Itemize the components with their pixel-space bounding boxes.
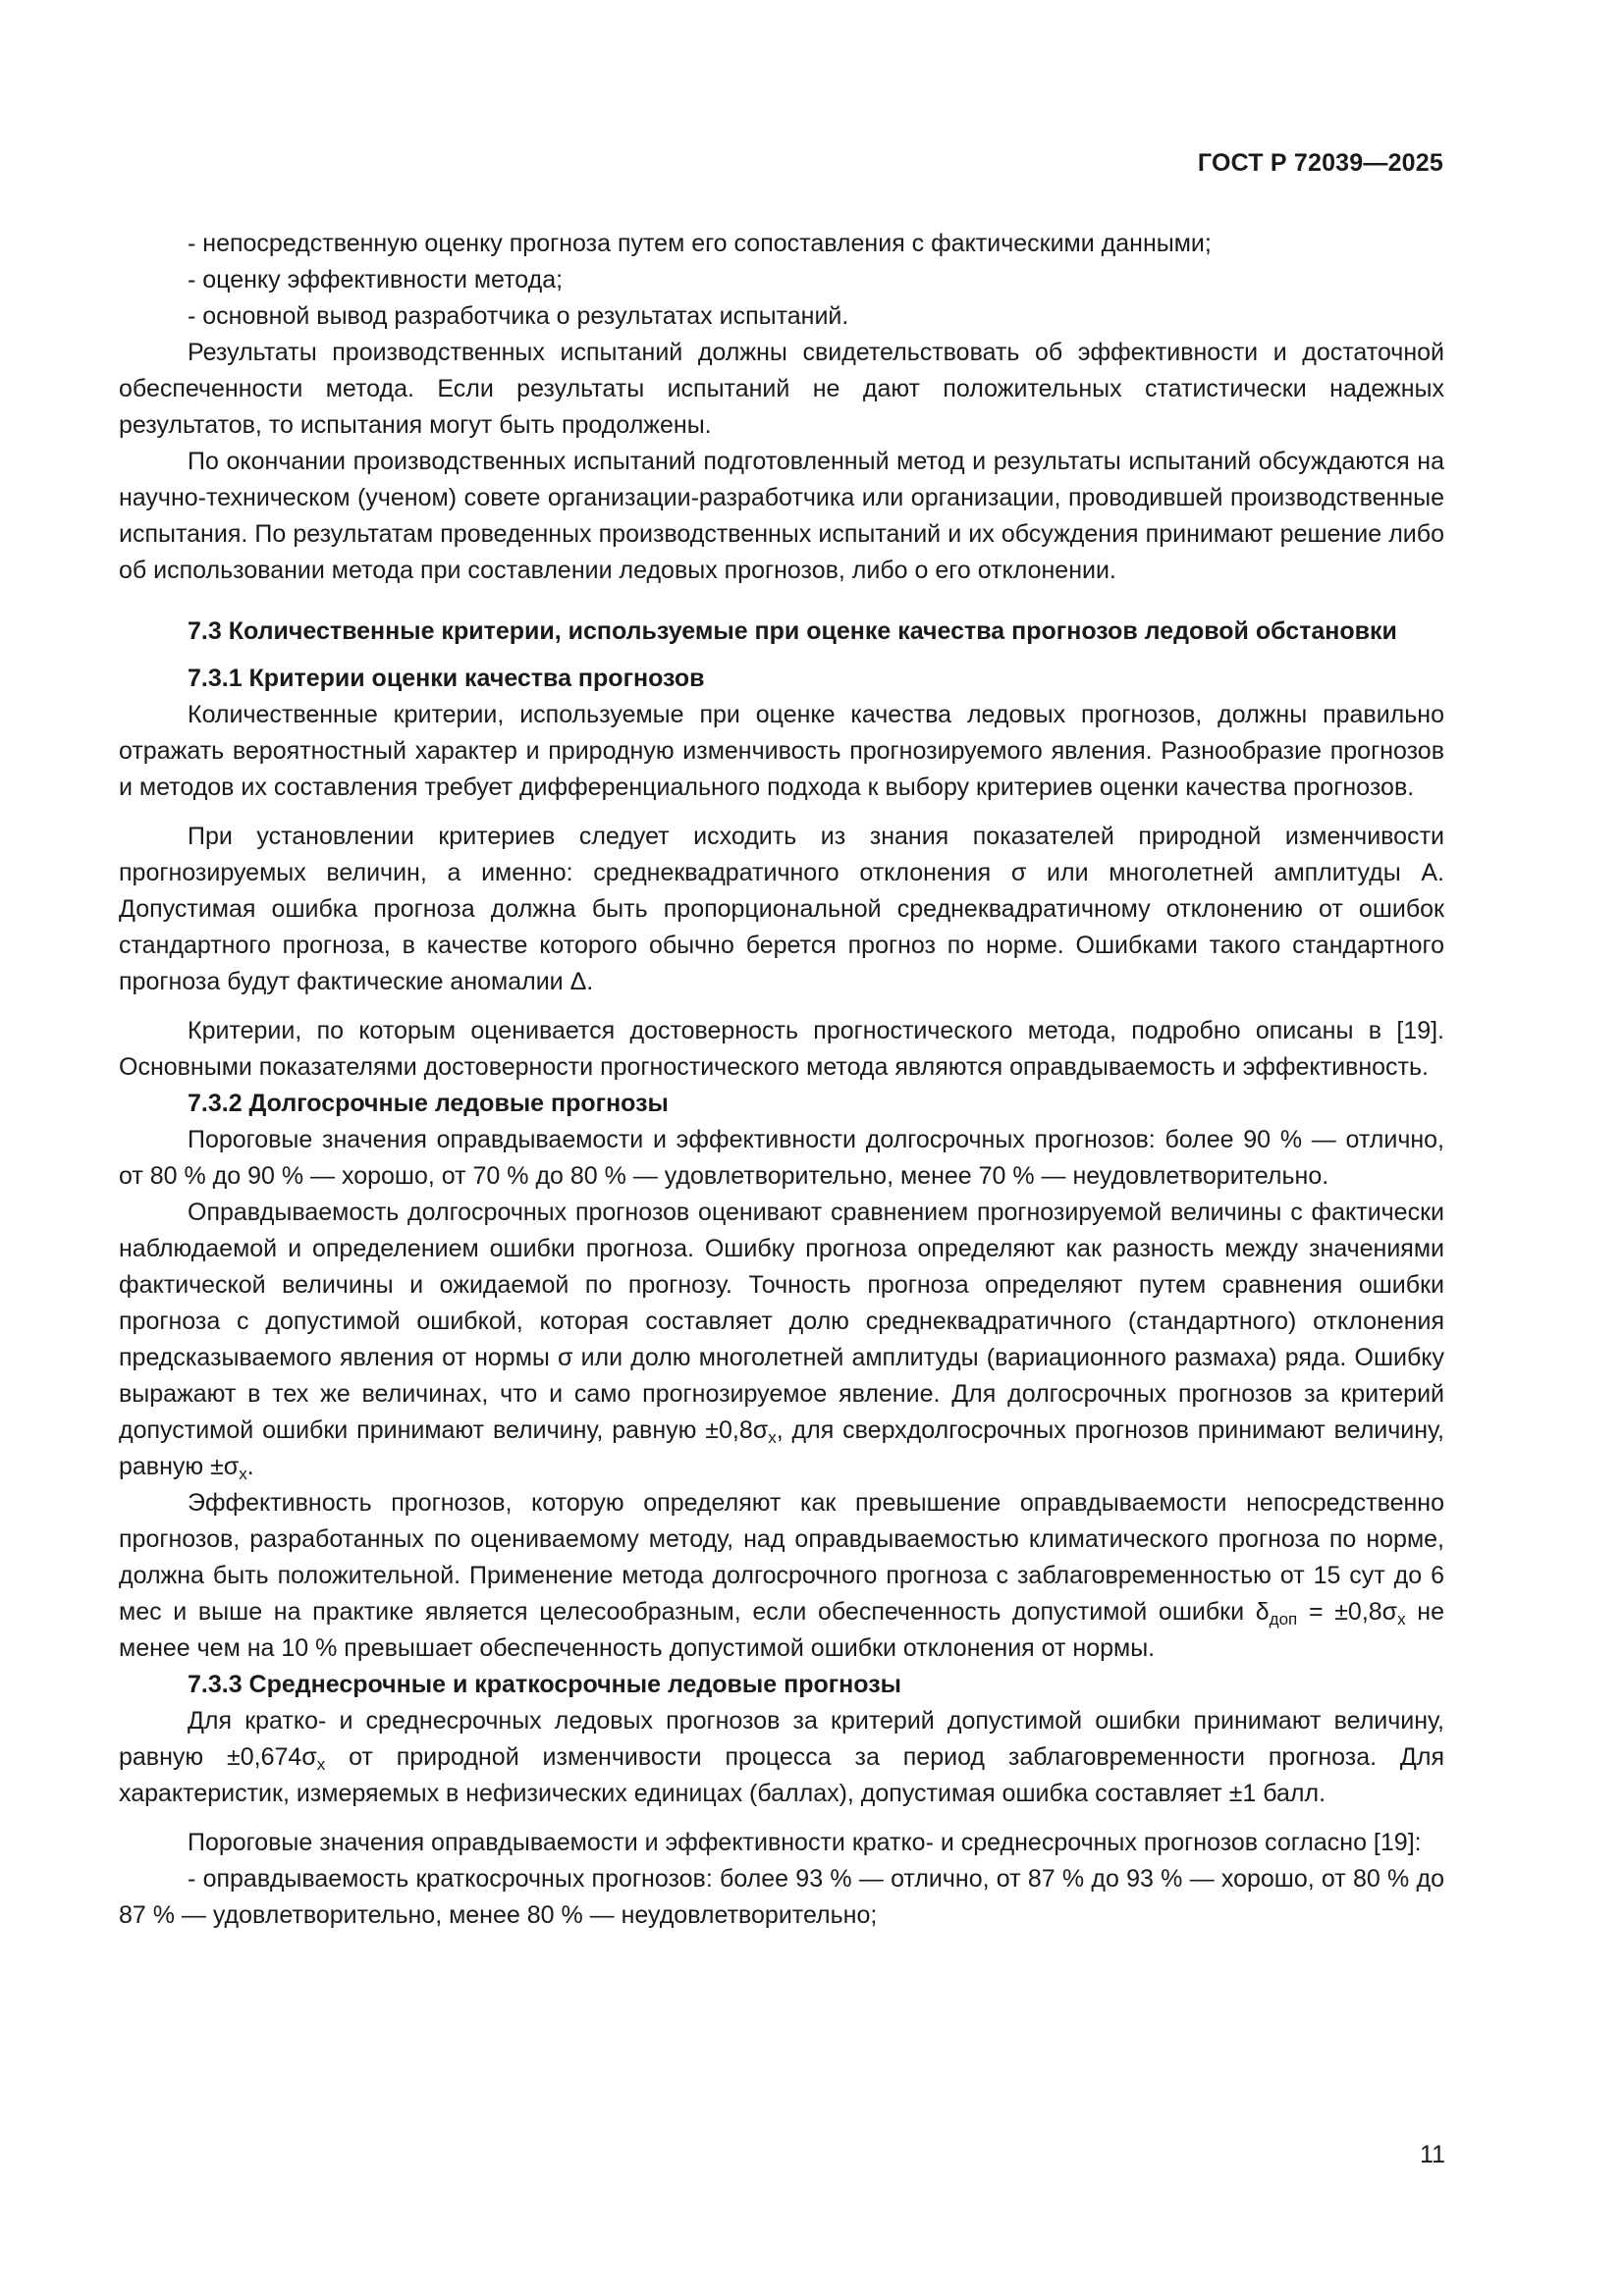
subscript: x <box>1397 1610 1406 1629</box>
list-item: - оправдываемость краткосрочных прогнозов: более 93 % — отлично, от 87 % до 93 % — хорошо, от 80 % до 87 % — удовлетворительно, менее 80 % — неудовлетворительно; <box>119 1865 1444 1929</box>
text-run: от природной изменчивости процесса за период заблаговременности прогноза. Для характеристик, измеряемых в нефизических единицах (баллах), допустимая ошибка составляет ±1 балл. <box>119 1743 1444 1807</box>
paragraph: Количественные критерии, используемые при оценке качества ледовых прогнозов, должны правильно отражать вероятностный характер и природную изменчивость прогнозируемого явления. Разнообразие прогнозов и методов их составления требует дифференциального подхода к выбору критериев оценки качества прогнозов. <box>119 701 1444 801</box>
paragraph: Пороговые значения оправдываемости и эффективности долгосрочных прогнозов: более 90 % — отлично, от 80 % до 90 % — хорошо, от 70 % до 80 % — удовлетворительно, менее 70 % — неудовлетворительно. <box>119 1126 1444 1190</box>
paragraph: Результаты производственных испытаний должны свидетельствовать об эффективности и достаточной обеспеченности метода. Если результаты испытаний не дают положительных статистически надежных результатов, то испытания могут быть продолжены. <box>119 339 1444 439</box>
text-run: Оправдываемость долгосрочных прогнозов оценивают сравнением прогнозируемой величины с фактически наблюдаемой и определением ошибки прогноза. Ошибку прогноза определяют как разность между значениями фактической величины и ожидаемой по прогнозу. Точность прогноза определяют путем сравнения ошибки прогноза с допустимой ошибкой, которая составляет долю среднеквадратичного (стандартного) отклонения предсказываемого явления от нормы σ или долю многолетней амплитуды (вариационного размаха) ряда. Ошибку выражают в тех же величинах, что и само прогнозируемое явление. Для долгосрочных прогнозов за критерий допустимой ошибки принимают величину, равную ±0,8σ <box>119 1199 1444 1444</box>
document-header: ГОСТ Р 72039—2025 <box>1197 149 1443 177</box>
section-heading-7-3-2: 7.3.2 Долгосрочные ледовые прогнозы <box>188 1090 669 1117</box>
subscript: x <box>239 1465 247 1483</box>
list-item: - оценку эффективности метода; <box>188 266 564 294</box>
paragraph: По окончании производственных испытаний подготовленный метод и результаты испытаний обсуждаются на научно-техническом (ученом) совете организации-разработчика или организации, проводившей производственные испытания. По результатам проведенных производственных испытаний и их обсуждения принимают решение либо об использовании метода при составлении ледовых прогнозов, либо о его отклонении. <box>119 448 1444 584</box>
list-item: - непосредственную оценку прогноза путем его сопоставления с фактическими данными; <box>188 230 1212 257</box>
paragraph <box>119 1485 1444 1667</box>
section-heading-7-3-3: 7.3.3 Среднесрочные и краткосрочные ледовые прогнозы <box>188 1671 902 1698</box>
text-run: . <box>246 1453 254 1480</box>
text-run: не менее чем на 10 % превышает обеспеченность допустимой ошибки отклонения от нормы. <box>119 1598 1445 1662</box>
text-run: , для сверхдолгосрочных прогнозов принимают величину, равную ±σ <box>119 1416 1444 1480</box>
document-body <box>119 226 1444 1934</box>
subscript: доп <box>1269 1610 1298 1629</box>
paragraph: Критерии, по которым оценивается достоверность прогностического метода, подробно описаны в [19]. Основными показателями достоверности прогностического метода являются оправдываемость и эффективность. <box>119 1017 1444 1081</box>
subscript: x <box>768 1428 777 1447</box>
page-number: 11 <box>1420 2141 1445 2168</box>
text-run: Для кратко- и среднесрочных ледовых прогнозов за критерий допустимой ошибки принимают величину, равную ±0,674σ <box>119 1707 1444 1771</box>
list-item: - основной вывод разработчика о результатах испытаний. <box>188 302 849 330</box>
paragraph <box>119 1703 1444 1812</box>
section-heading-7-3: 7.3 Количественные критерии, используемые при оценке качества прогнозов ледовой обстановки <box>188 617 1397 645</box>
text-run: = ±0,8σ <box>1297 1598 1398 1626</box>
text-run: Эффективность прогнозов, которую определяют как превышение оправдываемости непосредственно прогнозов, разработанных по оцениваемому методу, над оправдываемостью климатического прогноза по норме, должна быть положительной. Применение метода долгосрочного прогноза с заблаговременностью от 15 сут до 6 мес и выше на практике является целесообразным, если обеспеченность допустимой ошибки δ <box>119 1489 1444 1626</box>
paragraph: Пороговые значения оправдываемости и эффективности кратко- и среднесрочных прогнозов согласно [19]: <box>188 1829 1422 1856</box>
subscript: x <box>316 1755 326 1774</box>
paragraph <box>119 1195 1444 1485</box>
paragraph: При установлении критериев следует исходить из знания показателей природной изменчивости прогнозируемых величин, а именно: среднеквадратичного отклонения σ или многолетней амплитуды A. Допустимая ошибка прогноза должна быть пропорциональной среднеквадратичному отклонению от ошибок стандартного прогноза, в качестве которого обычно берется прогноз по норме. Ошибками такого стандартного прогноза будут фактические аномалии Δ. <box>119 823 1444 995</box>
section-heading-7-3-1: 7.3.1 Критерии оценки качества прогнозов <box>188 665 705 692</box>
